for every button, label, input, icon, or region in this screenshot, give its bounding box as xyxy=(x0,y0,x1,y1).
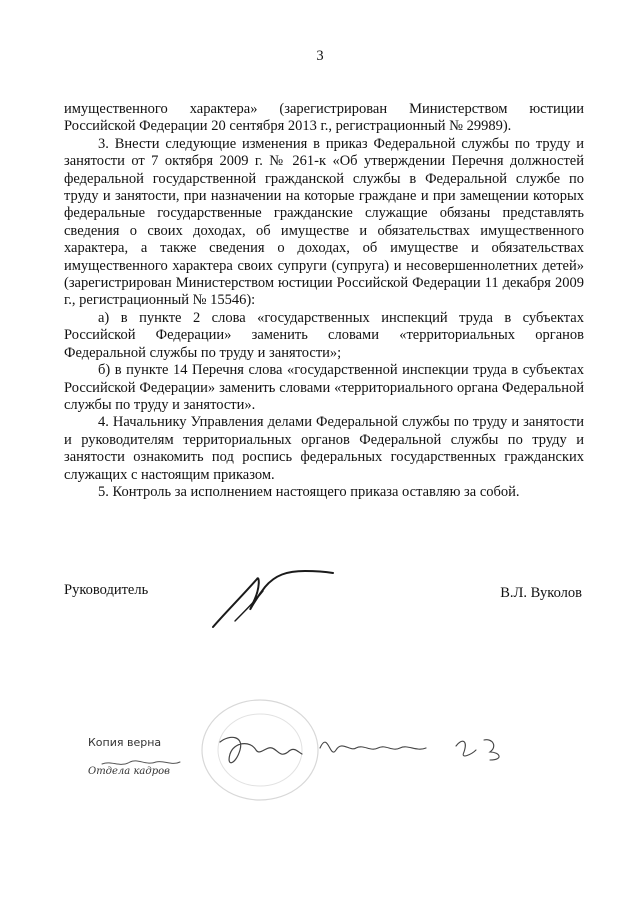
certification-stamp-area xyxy=(80,690,540,810)
paragraph-item-3: 3. Внести следующие изменения в приказ Федеральной службы по труду и занятости от 7 октября 2009 г. № 261-к «Об утверждении Перечня должностей федеральной государственной гражданской службы в Федеральной службе по труду и занятости, при назначении на которые граждане и при замещении которых федеральные государственные гражданские служащие обязаны представлять сведения о своих доходах, об имуществе и обязательствах имущественного характера, а также сведения о доходах, об имуществе и обязательствах имущественного характера своих супруги (супруга) и несовершеннолетних детей» (зарегистрирован Министерством юстиции Российской Федерации 11 декабря 2009 г., регистрационный № 15546): xyxy=(64,135,584,309)
page-number: 3 xyxy=(316,48,324,64)
paragraph-continuation: имущественного характера» (зарегистрирован Министерством юстиции Российской Федерации 20 сентября 2013 г., регистрационный № 29989). xyxy=(64,101,584,135)
copy-certified-label: Копия верна xyxy=(88,736,162,749)
signatory-name: В.Л. Вуколов xyxy=(500,585,582,601)
paragraph-item-3b: б) в пункте 14 Перечня слова «государственной инспекции труда в субъектах Российской Федерации» заменить словами «территориального органа Федеральной службы по труду и занятости». xyxy=(64,362,584,413)
paragraph-item-4: 4. Начальнику Управления делами Федеральной службы по труду и занятости и руководителям территориальных органов Федеральной службы по труду и занятости ознакомить под роспись федеральных государственных гражданских служащих с настоящим приказом. xyxy=(64,414,584,483)
document-body xyxy=(64,101,584,501)
signatory-title: Руководитель xyxy=(64,582,149,598)
paragraph-item-3a: а) в пункте 2 слова «государственных инспекций труда в субъектах Российской Федерации» заменить словами «территориальных органов Федеральной службы по труду и занятости»; xyxy=(64,309,584,361)
paragraph-item-5: 5. Контроль за исполнением настоящего приказа оставляю за собой. xyxy=(98,483,520,500)
handwritten-signature xyxy=(205,565,335,635)
hr-department-label: Отдела кадров xyxy=(88,766,170,777)
